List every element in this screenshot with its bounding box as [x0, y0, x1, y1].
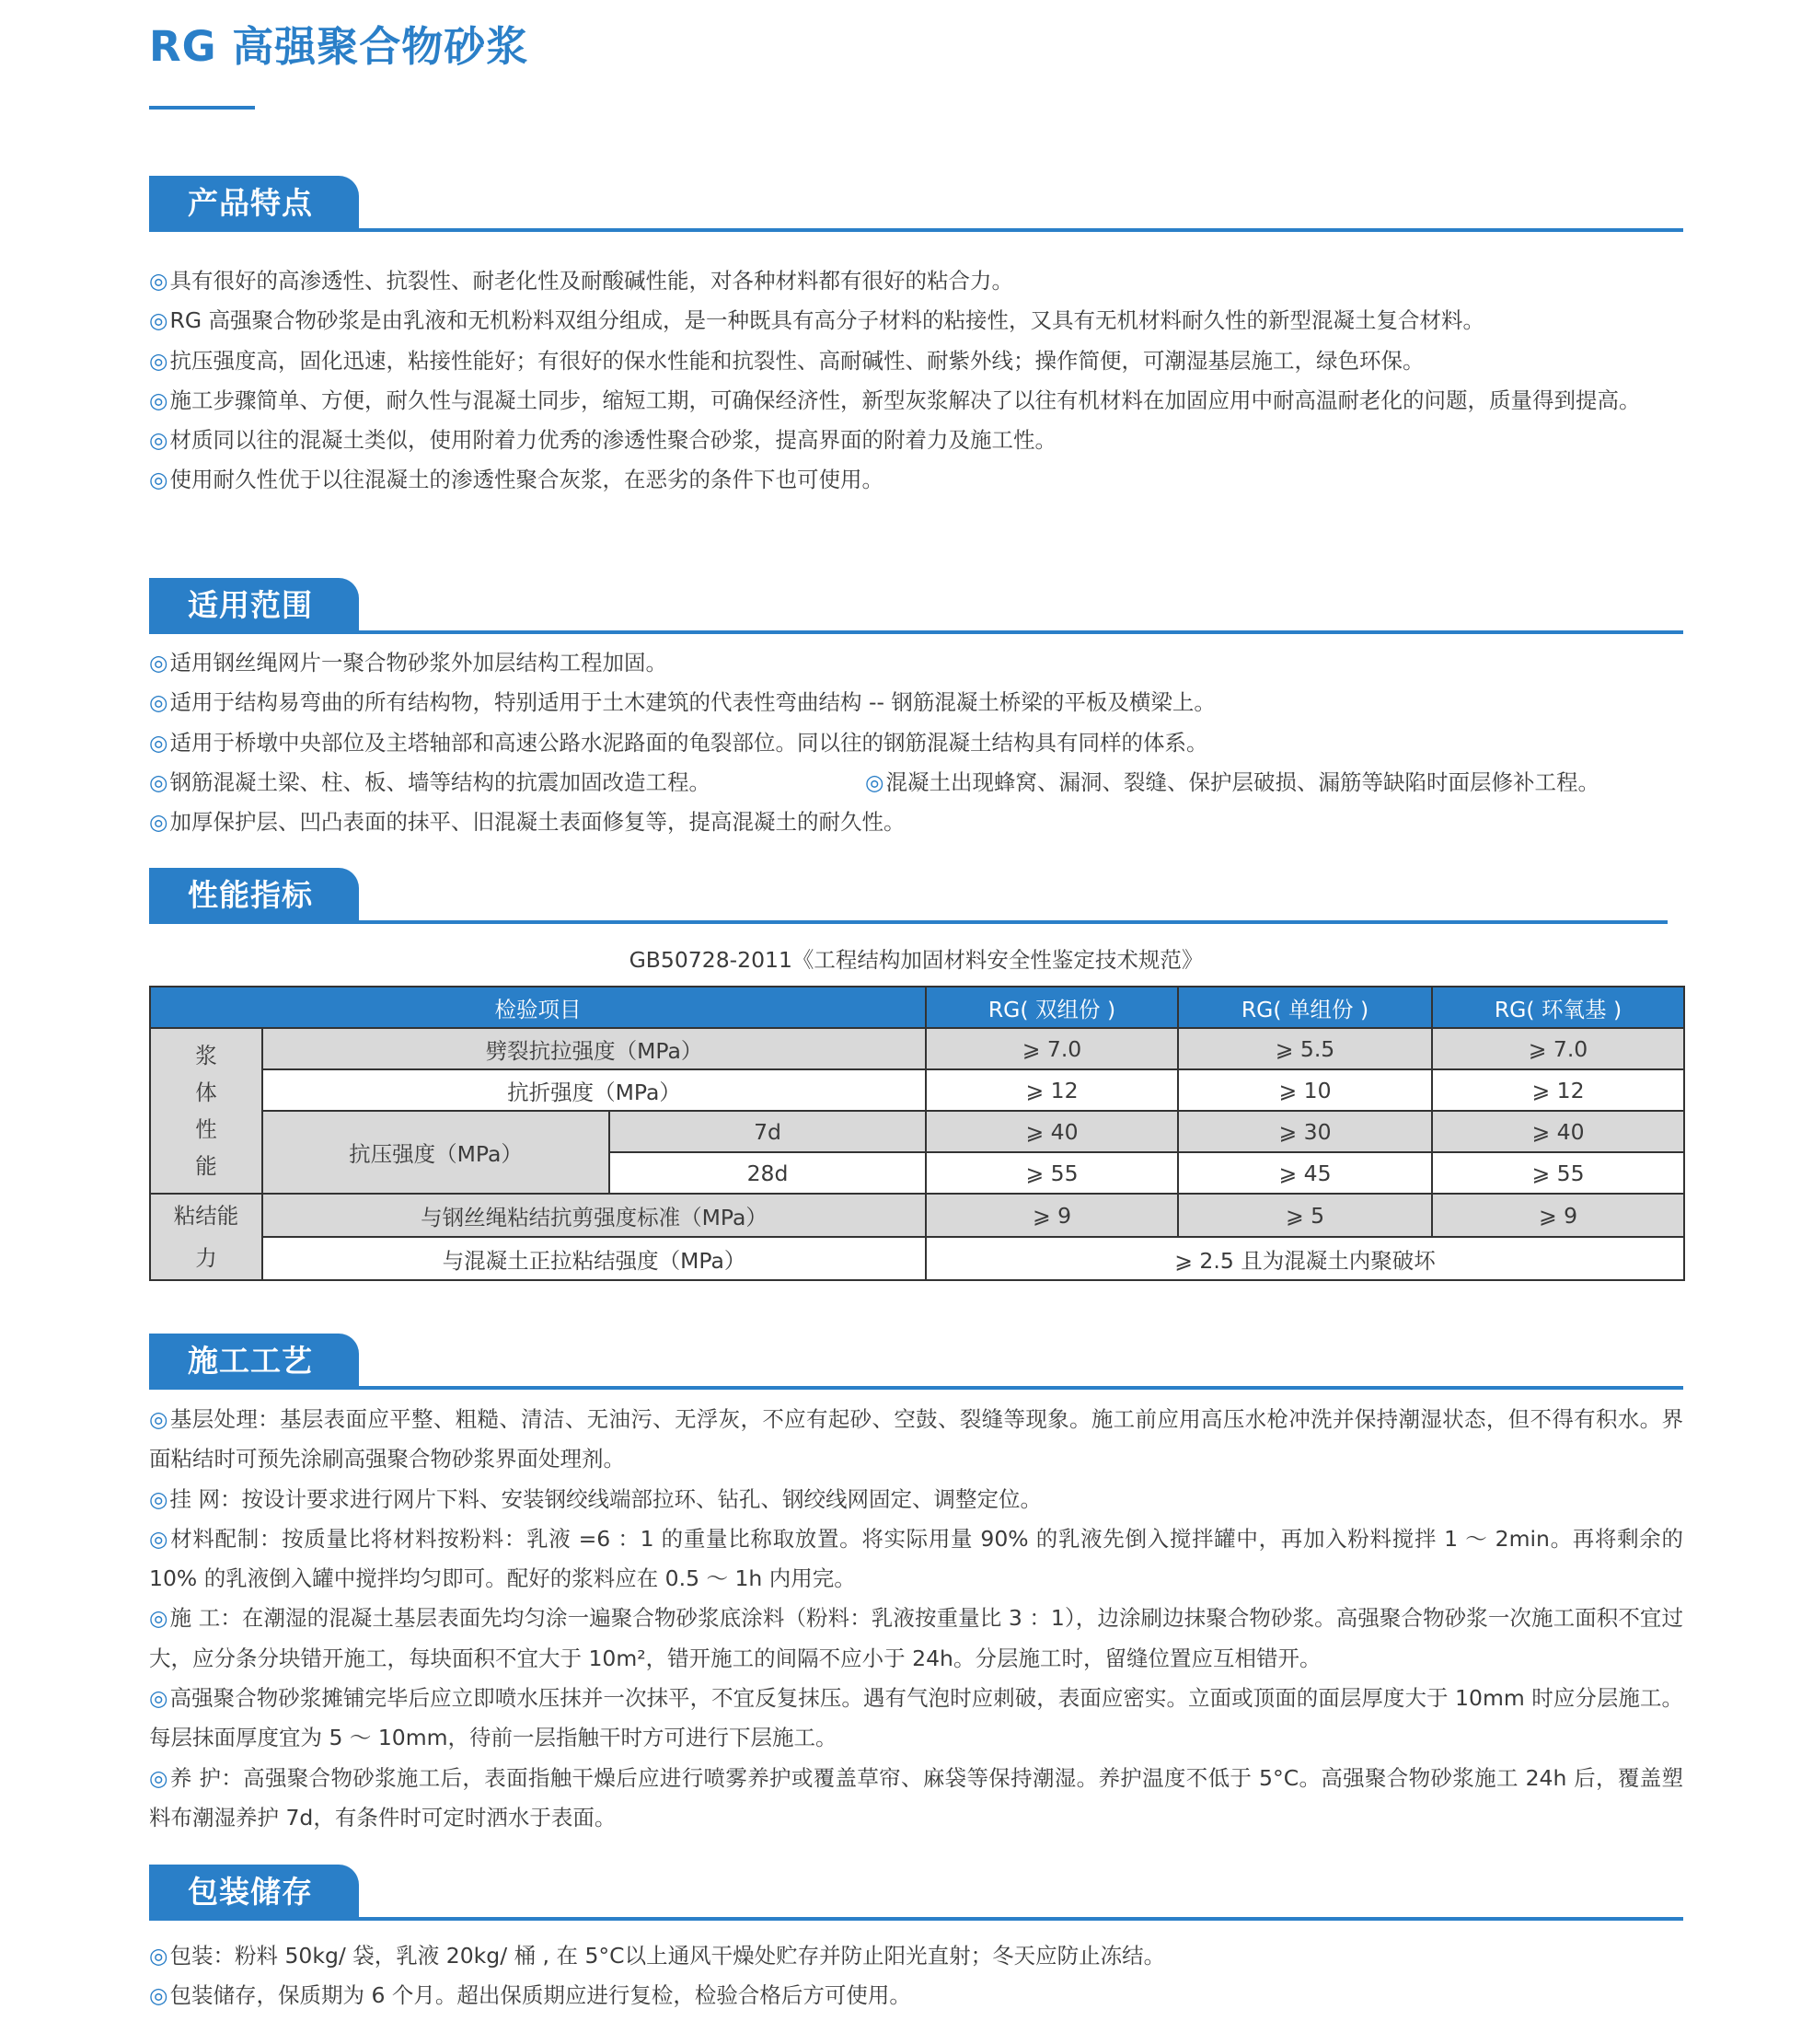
section-header-scope [149, 578, 1683, 633]
section-title: 包装储存 [149, 1865, 359, 1920]
title-divider [149, 106, 255, 110]
bullet-icon: ◎ [149, 1406, 168, 1432]
storage-list [149, 1936, 1683, 2016]
bullet-icon: ◎ [149, 268, 168, 294]
bullet-icon: ◎ [149, 729, 168, 756]
column-header: 检验项目 [150, 987, 926, 1028]
list-item: ◎具有很好的高渗透性、抗裂性、耐老化性及耐酸碱性能，对各种材料都有很好的粘合力。 [149, 268, 1014, 294]
list-item: ◎材质同以往的混凝土类似，使用附着力优秀的渗透性聚合砂浆，提高界面的附着力及施工性。 [149, 427, 1057, 454]
list-item: ◎包装：粉料 50kg/ 袋，乳液 20kg/ 桶 , 在 5°C以上通风干燥处贮存并防止阳光直射；冬天应防止冻结。 [149, 1943, 1166, 1969]
value-cell: ⩾ 55 [1432, 1152, 1684, 1194]
section-divider [149, 228, 1683, 232]
bullet-icon: ◎ [865, 768, 884, 795]
merged-value-cell: ⩾ 2.5 且为混凝土内聚破坏 [926, 1237, 1684, 1280]
column-header: RG( 环氧基 ) [1432, 987, 1684, 1028]
value-cell: ⩾ 12 [926, 1069, 1178, 1111]
bullet-icon: ◎ [149, 809, 168, 836]
section-header-storage [149, 1865, 1683, 1920]
item-cell: 劈裂抗拉强度（MPa） [262, 1028, 926, 1069]
column-header: RG( 双组份 ) [926, 987, 1178, 1028]
value-cell: ⩾ 10 [1178, 1069, 1432, 1111]
bullet-icon: ◎ [149, 1525, 169, 1552]
list-item: ◎适用于桥墩中央部位及主塔轴部和高速公路水泥路面的龟裂部位。同以往的钢筋混凝土结构具有同样的体系。 [149, 729, 1208, 756]
bullet-icon: ◎ [149, 427, 168, 454]
value-cell: ⩾ 12 [1432, 1069, 1684, 1111]
value-cell: ⩾ 30 [1178, 1111, 1432, 1152]
list-item: ◎抗压强度高，固化迅速，粘接性能好；有很好的保水性能和抗裂性、高耐碱性、耐紫外线；操作简便，可潮湿基层施工，绿色环保。 [149, 347, 1425, 374]
section-title: 适用范围 [149, 578, 359, 633]
section-title: 产品特点 [149, 176, 359, 231]
list-item: ◎施 工：在潮湿的混凝土基层表面先均匀涂一遍聚合物砂浆底涂料（粉料：乳液按重量比 3 ：1），边涂刷边抹聚合物砂浆。高强聚合物砂浆一次施工面积不宜过大，应分条分块错开施工，每块面积不宜大于 10m²，错开施工的间隔不应小于 24h。分层施工时，留缝位置应互相错开。 [149, 1605, 1683, 1671]
list-item: ◎RG 高强聚合物砂浆是由乳液和无机粉料双组分组成，是一种既具有高分子材料的粘接性，又具有无机材料耐久性的新型混凝土复合材料。 [149, 307, 1485, 334]
sub-item-cell: 28d [609, 1152, 926, 1194]
item-cell: 与混凝土正拉粘结强度（MPa） [262, 1237, 926, 1280]
list-item: ◎混凝土出现蜂窝、漏洞、裂缝、保护层破损、漏筋等缺陷时面层修补工程。 [865, 768, 1600, 795]
bullet-icon: ◎ [149, 1605, 168, 1632]
bullet-icon: ◎ [149, 768, 168, 795]
value-cell: ⩾ 5 [1178, 1194, 1432, 1237]
construction-list [149, 1400, 1683, 1838]
section-divider [149, 630, 1683, 634]
value-cell: ⩾ 40 [1432, 1111, 1684, 1152]
value-cell: ⩾ 45 [1178, 1152, 1432, 1194]
table-row [150, 1237, 1684, 1280]
features-list [149, 261, 1683, 501]
bullet-icon: ◎ [149, 1943, 168, 1969]
performance-table [149, 986, 1685, 1281]
table-caption: GB50728-2011《工程结构加固材料安全性鉴定技术规范》 [629, 947, 1204, 973]
bullet-icon: ◎ [149, 689, 168, 716]
list-item: ◎施工步骤简单、方便，耐久性与混凝土同步，缩短工期，可确保经济性，新型灰浆解决了以往有机材料在加固应用中耐高温耐老化的问题，质量得到提高。 [149, 387, 1641, 413]
bullet-icon: ◎ [149, 1485, 168, 1512]
list-item: ◎适用于结构易弯曲的所有结构物，特别适用于土木建筑的代表性弯曲结构 -- 钢筋混凝土桥梁的平板及横梁上。 [149, 689, 1216, 716]
scope-list [149, 643, 1683, 842]
column-header: RG( 单组份 ) [1178, 987, 1432, 1028]
table-row [150, 1069, 1684, 1111]
value-cell: ⩾ 9 [926, 1194, 1178, 1237]
list-item: ◎材料配制：按质量比将材料按粉料：乳液 =6 ：1 的重量比称取放置。将实际用量 90% 的乳液先倒入搅拌罐中，再加入粉料搅拌 1 ～ 2min。再将剩余的 10% 的乳液倒入罐中搅拌均匀即可。配好的浆料应在 0.5 ～ 1h 内用完。 [149, 1525, 1683, 1592]
section-header-features [149, 176, 1683, 231]
bullet-icon: ◎ [149, 387, 168, 413]
row-group-label: 浆体性能 [150, 1028, 262, 1194]
sub-item-cell: 7d [609, 1111, 926, 1152]
item-cell: 抗折强度（MPa） [262, 1069, 926, 1111]
list-item: ◎养 护：高强聚合物砂浆施工后，表面指触干燥后应进行喷雾养护或覆盖草帘、麻袋等保持潮湿。养护温度不低于 5°C。高强聚合物砂浆施工 24h 后，覆盖塑料布潮湿养护 7d，有条件时可定时洒水于表面。 [149, 1764, 1683, 1830]
value-cell: ⩾ 7.0 [926, 1028, 1178, 1069]
list-item: ◎高强聚合物砂浆摊铺完毕后应立即喷水压抹并一次抹平，不宜反复抹压。遇有气泡时应刺破，表面应密实。立面或顶面的面层厚度大于 10mm 时应分层施工。每层抹面厚度宜为 5 ～ 10mm，待前一层指触干时方可进行下层施工。 [149, 1685, 1684, 1751]
item-cell: 与钢丝绳粘结抗剪强度标准（MPa） [262, 1194, 926, 1237]
bullet-icon: ◎ [149, 1685, 168, 1712]
list-item: ◎使用耐久性优于以往混凝土的渗透性聚合灰浆，在恶劣的条件下也可使用。 [149, 467, 884, 493]
section-title: 性能指标 [149, 868, 359, 923]
list-item-pair: ◎钢筋混凝土梁、柱、板、墙等结构的抗震加固改造工程。 ◎混凝土出现蜂窝、漏洞、裂缝、保护层破损、漏筋等缺陷时面层修补工程。 [149, 763, 1683, 803]
section-header-performance [149, 868, 1668, 923]
page-title: RG 高强聚合物砂浆 [149, 22, 529, 71]
table-header-row [150, 987, 1684, 1028]
value-cell: ⩾ 9 [1432, 1194, 1684, 1237]
table-row [150, 1028, 1684, 1069]
section-divider [149, 920, 1668, 924]
list-item: ◎加厚保护层、凹凸表面的抹平、旧混凝土表面修复等，提高混凝土的耐久性。 [149, 809, 906, 836]
section-title: 施工工艺 [149, 1334, 359, 1389]
bullet-icon: ◎ [149, 467, 168, 493]
value-cell: ⩾ 40 [926, 1111, 1178, 1152]
section-header-construction [149, 1334, 1683, 1389]
value-cell: ⩾ 55 [926, 1152, 1178, 1194]
table-row [150, 1194, 1684, 1237]
bullet-icon: ◎ [149, 1764, 168, 1791]
bullet-icon: ◎ [149, 1982, 168, 2009]
list-item: ◎适用钢丝绳网片一聚合物砂浆外加层结构工程加固。 [149, 650, 668, 676]
bullet-icon: ◎ [149, 347, 168, 374]
list-item: ◎包装储存，保质期为 6 个月。超出保质期应进行复检，检验合格后方可使用。 [149, 1982, 911, 2009]
row-group-label: 粘结能力 [150, 1194, 262, 1280]
section-divider [149, 1386, 1683, 1390]
value-cell: ⩾ 5.5 [1178, 1028, 1432, 1069]
section-divider [149, 1917, 1683, 1921]
bullet-icon: ◎ [149, 650, 168, 676]
bullet-icon: ◎ [149, 307, 168, 334]
table-row [150, 1111, 1684, 1152]
list-item: ◎基层处理：基层表面应平整、粗糙、清洁、无油污、无浮灰，不应有起砂、空鼓、裂缝等现象。施工前应用高压水枪冲洗并保持潮湿状态，但不得有积水。界面粘结时可预先涂刷高强聚合物砂浆界面处理剂。 [149, 1406, 1683, 1472]
item-cell: 抗压强度（MPa） [262, 1111, 609, 1194]
list-item: ◎挂 网：按设计要求进行网片下料、安装钢绞线端部拉环、钻孔、钢绞线网固定、调整定位。 [149, 1485, 1042, 1512]
value-cell: ⩾ 7.0 [1432, 1028, 1684, 1069]
